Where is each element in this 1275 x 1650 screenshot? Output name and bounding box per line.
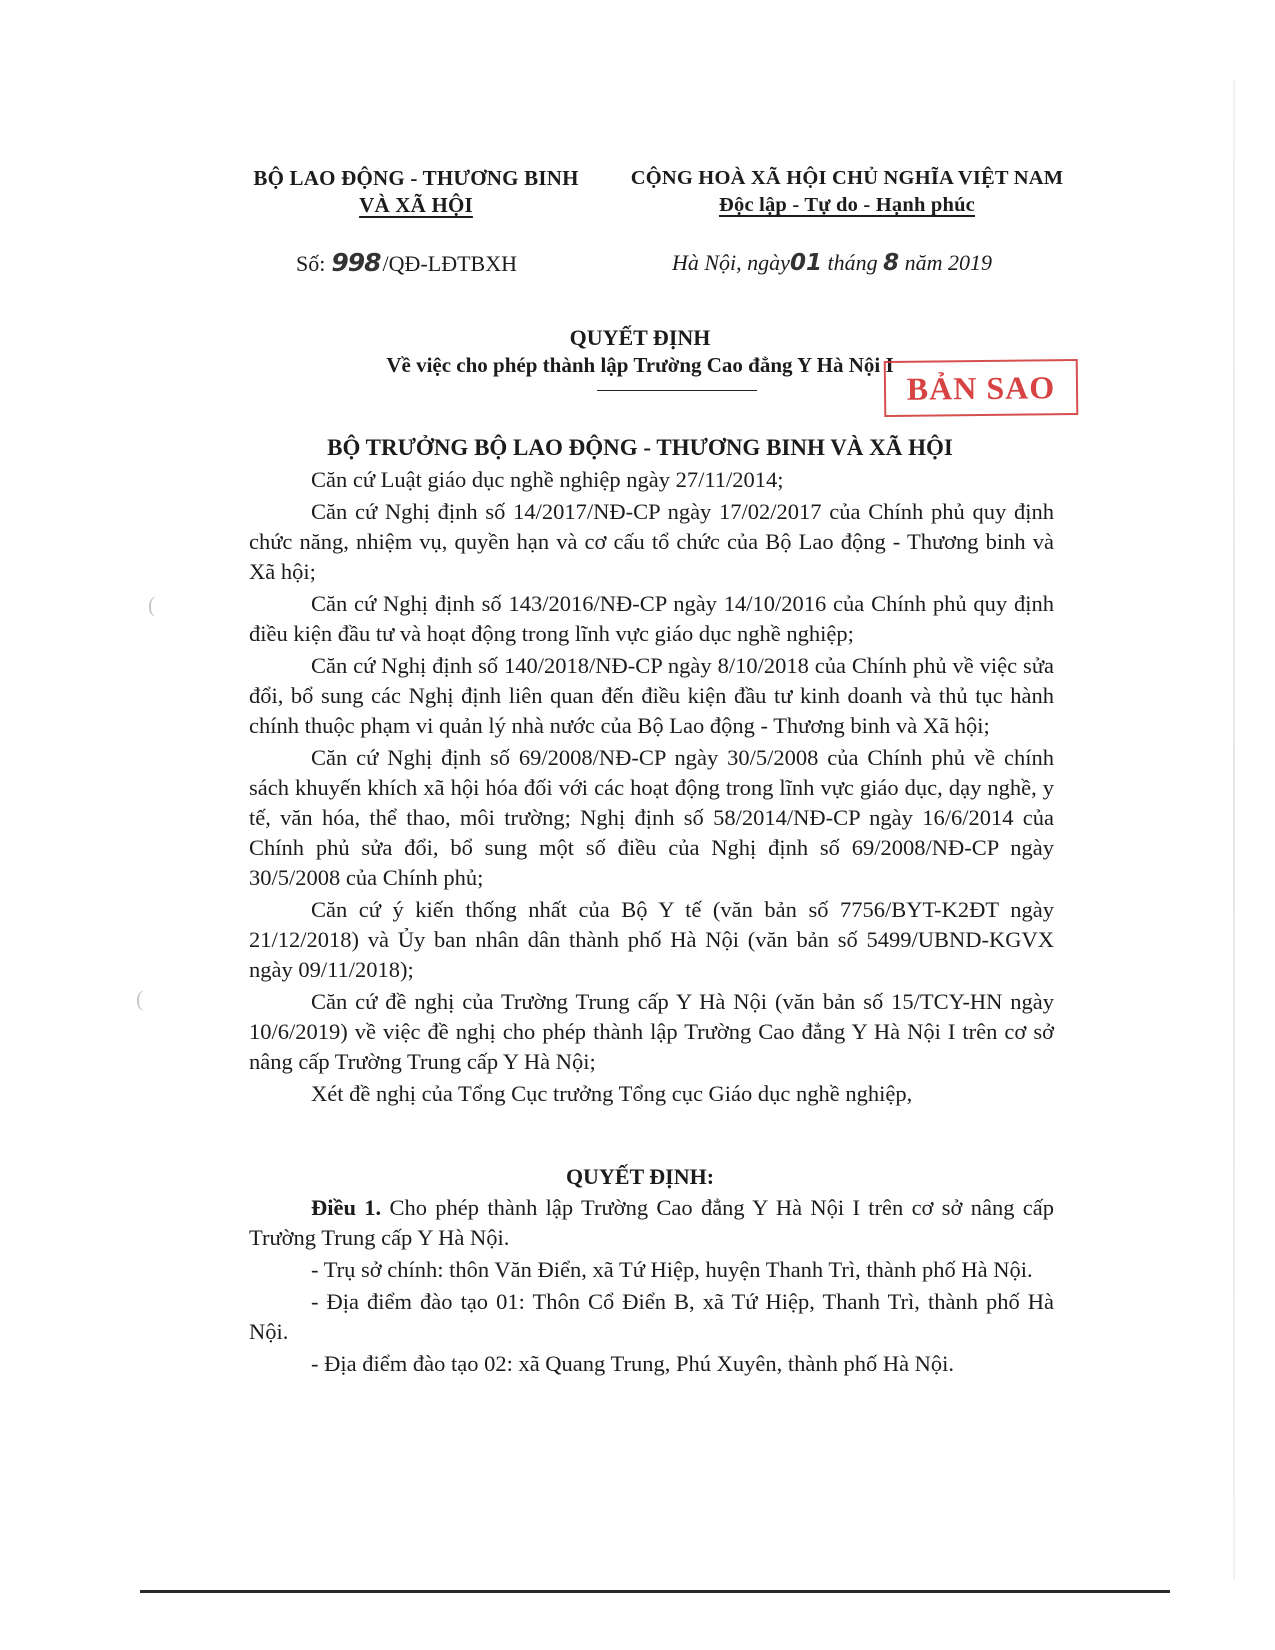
document-date [672, 250, 992, 276]
preamble-item: Căn cứ Nghị định số 140/2018/NĐ-CP ngày 8/10/2018 của Chính phủ về việc sửa đổi, bổ sung các Nghị định liên quan đến điều kiện đầu tư kinh doanh và thủ tục hành chính thuộc phạm vi quản lý nhà nước của Bộ Lao động - Thương binh và Xã hội; [249, 653, 1054, 738]
copy-stamp: BẢN SAO [884, 359, 1079, 417]
scan-mark: ( [148, 592, 156, 617]
date-month: 8 [883, 250, 900, 276]
preamble [249, 465, 1054, 1109]
article-item: - Trụ sở chính: thôn Văn Điển, xã Tứ Hiệp, huyện Thanh Trì, thành phố Hà Nội. [311, 1257, 1033, 1282]
preamble-item: Căn cứ đề nghị của Trường Trung cấp Y Hà Nội (văn bản số 15/TCY-HN ngày 10/6/2019) về việc đề nghị cho phép thành lập Trường Cao đẳng Y Hà Nội I trên cơ sở nâng cấp Trường Trung cấp Y Hà Nội; [249, 989, 1054, 1074]
article-1 [249, 1193, 1054, 1379]
title-rule [597, 390, 757, 391]
ministry-header [240, 165, 592, 219]
national-header [612, 165, 1082, 219]
national-motto: Độc lập - Tự do - Hạnh phúc [719, 194, 975, 216]
article-item: - Địa điểm đào tạo 02: xã Quang Trung, Phú Xuyên, thành phố Hà Nội. [311, 1351, 955, 1376]
number-handwritten: 998 [331, 248, 381, 277]
preamble-item: Xét đề nghị của Tổng Cục trưởng Tổng cục Giáo dục nghề nghiệp, [311, 1081, 913, 1106]
ministry-name-line1: BỘ LAO ĐỘNG - THƯƠNG BINH [253, 166, 579, 190]
date-day: 01 [789, 250, 822, 276]
minister-heading: BỘ TRƯỞNG BỘ LAO ĐỘNG - THƯƠNG BINH VÀ XÃ HỘI [327, 435, 953, 460]
preamble-item: Căn cứ Nghị định số 14/2017/NĐ-CP ngày 17/02/2017 của Chính phủ quy định chức năng, nhiệm vụ, quyền hạn và cơ cấu tổ chức của Bộ Lao động - Thương binh và Xã hội; [249, 499, 1054, 584]
article-label: Điều 1. [311, 1195, 382, 1220]
ministry-name-line2: VÀ XÃ HỘI [359, 193, 473, 217]
date-prefix: Hà Nội, ngày [672, 250, 790, 275]
document-number [296, 248, 517, 277]
country-name: CỘNG HOÀ XÃ HỘI CHỦ NGHĨA VIỆT NAM [630, 167, 1064, 189]
preamble-item: Căn cứ Nghị định số 143/2016/NĐ-CP ngày 14/10/2016 của Chính phủ quy định điều kiện đầu tư và hoạt động trong lĩnh vực giáo dục nghề nghiệp; [249, 591, 1054, 646]
scan-edge [140, 1590, 1170, 1593]
decision-heading: QUYẾT ĐỊNH: [565, 1164, 715, 1189]
preamble-item: Căn cứ ý kiến thống nhất của Bộ Y tế (văn bản số 7756/BYT-K2ĐT ngày 21/12/2018) và Ủy ban nhân dân thành phố Hà Nội (văn bản số 5499/UBND-KGVX ngày 09/11/2018); [249, 897, 1054, 982]
number-suffix: /QĐ-LĐTBXH [382, 251, 517, 276]
preamble-item: Căn cứ Luật giáo dục nghề nghiệp ngày 27/11/2014; [311, 467, 784, 492]
scan-mark: ( [136, 986, 144, 1011]
date-year: năm 2019 [904, 250, 992, 275]
preamble-item: Căn cứ Nghị định số 69/2008/NĐ-CP ngày 30/5/2008 của Chính phủ về chính sách khuyến khích xã hội hóa đối với các hoạt động trong lĩnh vực giáo dục, dạy nghề, y tế, văn hóa, thể thao, môi trường; Nghị định số 58/2014/NĐ-CP ngày 16/6/2014 của Chính phủ sửa đổi, bổ sung một số điều của Nghị định số 69/2008/NĐ-CP ngày 30/5/2008 của Chính phủ; [249, 745, 1054, 890]
date-month-label: tháng [827, 250, 878, 275]
number-prefix: Số: [296, 251, 326, 276]
document-title: QUYẾT ĐỊNH [569, 325, 711, 350]
document-subtitle: Về việc cho phép thành lập Trường Cao đẳng Y Hà Nội I [386, 353, 894, 377]
article-item: - Địa điểm đào tạo 01: Thôn Cổ Điển B, xã Tứ Hiệp, Thanh Trì, thành phố Hà Nội. [249, 1289, 1054, 1344]
article-text: Cho phép thành lập Trường Cao đẳng Y Hà Nội I trên cơ sở nâng cấp Trường Trung cấp Y Hà Nội. [249, 1195, 1054, 1250]
scan-edge [1233, 80, 1235, 1580]
